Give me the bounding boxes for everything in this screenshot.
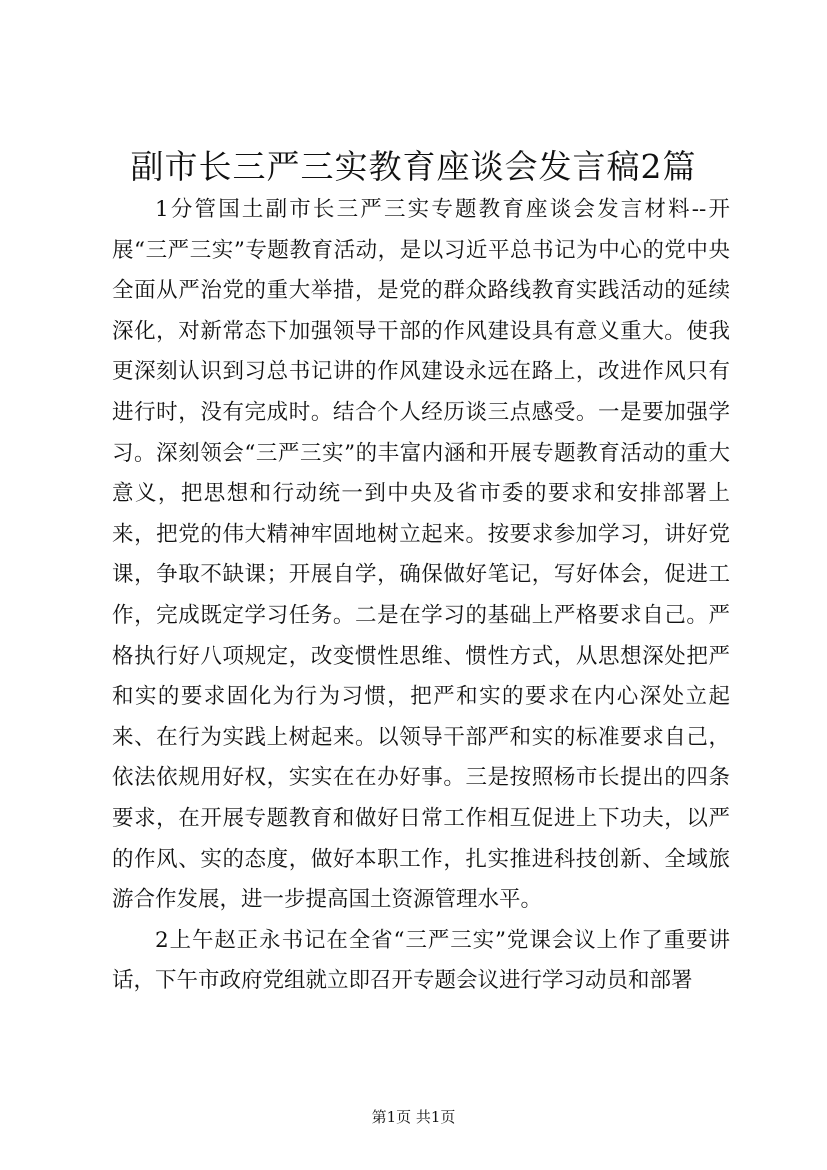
page-footer: 第1页 共1页	[371, 1108, 456, 1126]
document-title: 副市长三严三实教育座谈会发言稿2篇	[130, 147, 697, 186]
paragraph: 1分管国土副市长三严三实专题教育座谈会发言材料--开展“三严三实”专题教育活动，是以习近平总书记为中心的党中央全面从严治党的重大举措，是党的群众路线教育实践活动的延续深化，对新常态下加强领导干部的作风建设具有意义重大。使我更深刻认识到习总书记讲的作风建设永远在路上，改进作风只有进行时，没有完成时。结合个人经历谈三点感受。一是要加强学习。深刻领会“三严三实”的丰富内涵和开展专题教育活动的重大意义，把思想和行动统一到中央及省市委的要求和安排部署上来，把党的伟大精神牢固地树立起来。按要求参加学习，讲好党课，争取不缺课；开展自学，确保做好笔记，写好体会，促进工作，完成既定学习任务。二是在学习的基础上严格要求自己。严格执行好八项规定，改变惯性思维、惯性方式，从思想深处把严和实的要求固化为行为习惯，把严和实的要求在内心深处立起来、在行为实践上树起来。以领导干部严和实的标准要求自己，依法依规用好权，实实在在办好事。三是按照杨市长提出的四条要求，在开展专题教育和做好日常工作相互促进上下功夫，以严的作风、实的态度，做好本职工作，扎实推进科技创新、全域旅游合作发展，进一步提高国土资源管理水平。	[112, 197, 730, 913]
paragraph: 2上午赵正永书记在全省“三严三实”党课会议上作了重要讲话，下午市政府党组就立即召开专题会议进行学习动员和部署	[112, 927, 730, 994]
document-body	[112, 190, 730, 1002]
